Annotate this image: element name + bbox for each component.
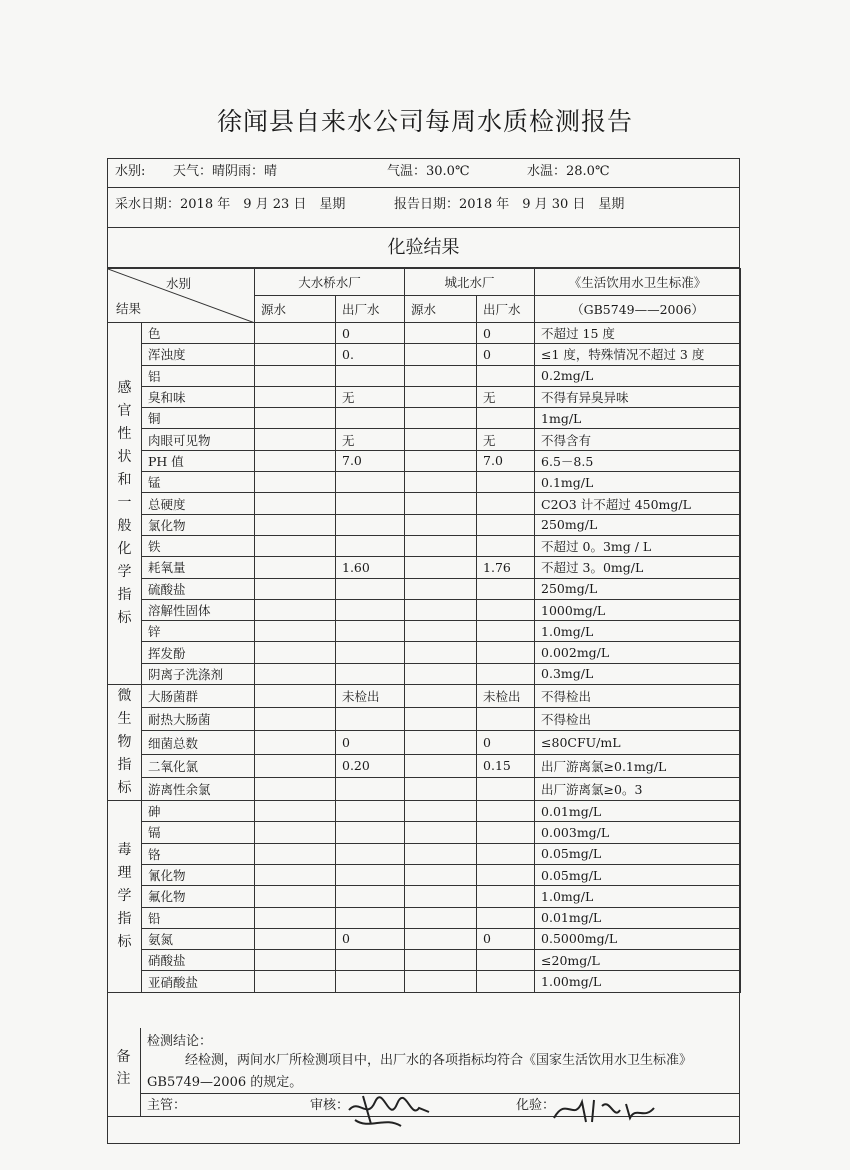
standard-value: 6.5－8.5 — [535, 450, 741, 471]
notes-label: 备 注 — [107, 1028, 141, 1116]
plant1-outlet-value — [336, 708, 405, 731]
table-row — [108, 731, 741, 754]
plant2-source-value — [405, 928, 477, 949]
plant2-outlet-value: 0 — [477, 323, 535, 344]
plant2-outlet-value — [477, 864, 535, 885]
item-name: 细菌总数 — [142, 731, 255, 754]
item-name: 氨氮 — [142, 928, 255, 949]
category-label: 毒 理 学 指 标 — [108, 801, 142, 993]
item-name: 总硬度 — [142, 493, 255, 514]
plant1-source-value — [255, 822, 336, 843]
plant1-outlet-value: 0 — [336, 928, 405, 949]
plant2-source-value — [405, 950, 477, 971]
plant1-outlet-value — [336, 777, 405, 800]
standard-value: 不超过 15 度 — [535, 323, 741, 344]
item-name: 氟化物 — [142, 886, 255, 907]
plant1-source-value — [255, 493, 336, 514]
plant1-source-value — [255, 950, 336, 971]
plant2-source-value — [405, 323, 477, 344]
results-table — [107, 268, 741, 993]
item-name: 铅 — [142, 907, 255, 928]
plant1-source-value — [255, 535, 336, 556]
table-row — [108, 928, 741, 949]
plant1-source-value — [255, 621, 336, 642]
plant1-source-value — [255, 323, 336, 344]
plant1-source-value — [255, 408, 336, 429]
item-name: 氯化物 — [142, 514, 255, 535]
plant2-outlet-value: 0 — [477, 344, 535, 365]
plant2-source-value — [405, 599, 477, 620]
plant2-outlet-value — [477, 843, 535, 864]
plant1-outlet-value: 0. — [336, 344, 405, 365]
plant2-outlet-value — [477, 365, 535, 386]
info-row-dates — [107, 188, 740, 228]
table-row — [108, 472, 741, 493]
standard-value: 0.003mg/L — [535, 822, 741, 843]
table-row — [108, 450, 741, 471]
plant2-source-value — [405, 557, 477, 578]
table-row — [108, 708, 741, 731]
table-row — [108, 777, 741, 800]
plant2-outlet-value — [477, 621, 535, 642]
plant2-source-value — [405, 822, 477, 843]
plant2-source-value — [405, 450, 477, 471]
item-name: 臭和味 — [142, 386, 255, 407]
section-title: 化验结果 — [107, 228, 740, 268]
item-name: 肉眼可见物 — [142, 429, 255, 450]
plant1-outlet-value — [336, 950, 405, 971]
plant2-outlet-value — [477, 886, 535, 907]
standard-value: 1.0mg/L — [535, 621, 741, 642]
conclusion-body: 经检测，两间水厂所检测项目中，出厂水的各项指标均符合《国家生活饮用水卫生标准》GB5749—2006 的规定。 — [147, 1053, 693, 1090]
table-row — [108, 822, 741, 843]
item-name: 溶解性固体 — [142, 599, 255, 620]
plant1-source-value — [255, 386, 336, 407]
item-name: 镉 — [142, 822, 255, 843]
table-row — [108, 642, 741, 663]
item-name: 铜 — [142, 408, 255, 429]
plant2-source-value — [405, 472, 477, 493]
plant1-outlet-value: 无 — [336, 429, 405, 450]
table-row — [108, 950, 741, 971]
plant2-source-value — [405, 408, 477, 429]
table-row — [108, 864, 741, 885]
plant2-source-value — [405, 621, 477, 642]
corner-header — [108, 269, 255, 323]
plant1-outlet-value: 7.0 — [336, 450, 405, 471]
plant2-source-header: 源水 — [405, 296, 477, 323]
plant1-source-value — [255, 663, 336, 684]
plant2-outlet-value: 0 — [477, 731, 535, 754]
plant2-source-value — [405, 429, 477, 450]
plant1-outlet-value — [336, 599, 405, 620]
plant1-source-value — [255, 578, 336, 599]
plant2-source-value — [405, 754, 477, 777]
table-row — [108, 801, 741, 822]
item-name: PH 值 — [142, 450, 255, 471]
plant1-outlet-header: 出厂水 — [336, 296, 405, 323]
standard-value: 0.01mg/L — [535, 907, 741, 928]
plant1-outlet-value — [336, 365, 405, 386]
plant2-source-value — [405, 642, 477, 663]
air-temp-field: 气温：30.0℃ — [387, 164, 470, 179]
table-row — [108, 429, 741, 450]
standard-value: 出厂游离氯≥0.1mg/L — [535, 754, 741, 777]
item-name: 砷 — [142, 801, 255, 822]
standard-value: ≤20mg/L — [535, 950, 741, 971]
plant1-source-value — [255, 801, 336, 822]
plant2-source-value — [405, 907, 477, 928]
plant2-source-value — [405, 493, 477, 514]
plant2-outlet-header: 出厂水 — [477, 296, 535, 323]
standard-value: 1.00mg/L — [535, 971, 741, 992]
standard-value: 不超过 0。3mg / L — [535, 535, 741, 556]
item-name: 氰化物 — [142, 864, 255, 885]
plant1-outlet-value — [336, 578, 405, 599]
plant1-outlet-value: 无 — [336, 386, 405, 407]
plant1-source-value — [255, 731, 336, 754]
plant1-outlet-value — [336, 864, 405, 885]
plant1-outlet-value — [336, 535, 405, 556]
plant2-outlet-value — [477, 493, 535, 514]
plant1-source-value — [255, 450, 336, 471]
standard-value: 1000mg/L — [535, 599, 741, 620]
water-type-label: 水别: — [115, 164, 146, 179]
table-row — [108, 514, 741, 535]
plant1-outlet-value: 1.60 — [336, 557, 405, 578]
header-row-plants — [108, 269, 741, 296]
standard-value: 0.01mg/L — [535, 801, 741, 822]
plant2-source-value — [405, 578, 477, 599]
reviewer-label: 审核： — [310, 1098, 350, 1113]
table-row — [108, 408, 741, 429]
standard-value: 0.1mg/L — [535, 472, 741, 493]
item-name: 二氧化氯 — [142, 754, 255, 777]
item-name: 铝 — [142, 365, 255, 386]
plant1-outlet-value — [336, 843, 405, 864]
plant2-outlet-value — [477, 708, 535, 731]
report-date-field: 报告日期：2018 年 9 月 30 日 星期 — [394, 197, 625, 212]
plant2-outlet-value — [477, 578, 535, 599]
standard-value: 不得检出 — [535, 708, 741, 731]
plant1-source-value — [255, 685, 336, 708]
plant1-source-value — [255, 599, 336, 620]
item-name: 浑浊度 — [142, 344, 255, 365]
plant2-outlet-value — [477, 777, 535, 800]
plant2-outlet-value — [477, 950, 535, 971]
plant2-source-value — [405, 886, 477, 907]
table-row — [108, 535, 741, 556]
plant2-outlet-value: 无 — [477, 429, 535, 450]
plant2-outlet-value: 无 — [477, 386, 535, 407]
supervisor-label: 主管： — [147, 1098, 187, 1113]
table-row — [108, 344, 741, 365]
plant1-source-value — [255, 642, 336, 663]
table-row — [108, 493, 741, 514]
category-label: 微 生 物 指 标 — [108, 685, 142, 801]
standard-value: 0.05mg/L — [535, 843, 741, 864]
plant1-outlet-value — [336, 801, 405, 822]
plant1-outlet-value — [336, 907, 405, 928]
standard-value: 250mg/L — [535, 514, 741, 535]
plant2-outlet-value — [477, 971, 535, 992]
plant1-source-value — [255, 843, 336, 864]
plant1-source-value — [255, 907, 336, 928]
plant2-source-value — [405, 663, 477, 684]
plant1-source-value — [255, 777, 336, 800]
plant2-source-value — [405, 685, 477, 708]
plant1-outlet-value — [336, 621, 405, 642]
plant2-source-value — [405, 708, 477, 731]
plant1-source-value — [255, 971, 336, 992]
plant2-outlet-value: 1.76 — [477, 557, 535, 578]
standard-value: 不得检出 — [535, 685, 741, 708]
info-row-weather — [107, 158, 740, 188]
standard-value: ≤80CFU/mL — [535, 731, 741, 754]
standard-value: 0.05mg/L — [535, 864, 741, 885]
item-name: 游离性余氯 — [142, 777, 255, 800]
plant2-source-value — [405, 843, 477, 864]
plant2-outlet-value — [477, 599, 535, 620]
plant1-source-value — [255, 429, 336, 450]
table-row — [108, 599, 741, 620]
standard-value: 不超过 3。0mg/L — [535, 557, 741, 578]
category-label: 感 官 性 状 和 一 般 化 学 指 标 — [108, 323, 142, 685]
plant2-outlet-value — [477, 408, 535, 429]
plant2-source-value — [405, 731, 477, 754]
tester-signature — [550, 1092, 660, 1132]
plant2-outlet-value: 0 — [477, 928, 535, 949]
table-row — [108, 365, 741, 386]
plant2-outlet-value: 7.0 — [477, 450, 535, 471]
item-name: 耐热大肠菌 — [142, 708, 255, 731]
table-row — [108, 971, 741, 992]
table-row — [108, 386, 741, 407]
weather-field: 天气：晴阴雨：晴 — [173, 164, 278, 179]
item-name: 挥发酚 — [142, 642, 255, 663]
plant2-outlet-value — [477, 535, 535, 556]
corner-bottom-label: 结果 — [116, 301, 142, 316]
plant1-outlet-value — [336, 642, 405, 663]
item-name: 铁 — [142, 535, 255, 556]
item-name: 锰 — [142, 472, 255, 493]
table-row — [108, 323, 741, 344]
standard-value: 不得含有 — [535, 429, 741, 450]
plant2-source-value — [405, 365, 477, 386]
standard-header-line1: 《生活饮用水卫生标准》 — [535, 269, 741, 296]
item-name: 硫酸盐 — [142, 578, 255, 599]
plant2-header: 城北水厂 — [405, 269, 535, 296]
table-row — [108, 843, 741, 864]
plant1-source-value — [255, 557, 336, 578]
table-row — [108, 886, 741, 907]
plant1-outlet-value — [336, 514, 405, 535]
plant2-source-value — [405, 386, 477, 407]
tester-label: 化验： — [516, 1098, 556, 1113]
standard-value: 0.5000mg/L — [535, 928, 741, 949]
item-name: 阴离子洗涤剂 — [142, 663, 255, 684]
plant1-source-value — [255, 365, 336, 386]
report-title: 徐闻县自来水公司每周水质检测报告 — [216, 107, 633, 136]
plant1-outlet-value — [336, 472, 405, 493]
plant2-outlet-value — [477, 642, 535, 663]
conclusion-heading: 检测结论： — [147, 1034, 213, 1049]
standard-value: 0.002mg/L — [535, 642, 741, 663]
plant1-source-value — [255, 754, 336, 777]
water-temp-field: 水温：28.0℃ — [527, 164, 610, 179]
plant1-source-value — [255, 344, 336, 365]
item-name: 色 — [142, 323, 255, 344]
plant1-source-value — [255, 472, 336, 493]
plant2-outlet-value — [477, 514, 535, 535]
standard-value: 出厂游离氯≥0。3 — [535, 777, 741, 800]
plant1-outlet-value — [336, 822, 405, 843]
plant1-outlet-value — [336, 493, 405, 514]
plant1-header: 大水桥水厂 — [255, 269, 405, 296]
standard-value: 250mg/L — [535, 578, 741, 599]
plant1-outlet-value — [336, 971, 405, 992]
item-name: 硝酸盐 — [142, 950, 255, 971]
plant2-outlet-value — [477, 801, 535, 822]
table-row — [108, 754, 741, 777]
table-row — [108, 907, 741, 928]
plant2-outlet-value: 0.15 — [477, 754, 535, 777]
standard-value: 1.0mg/L — [535, 886, 741, 907]
plant2-outlet-value — [477, 663, 535, 684]
plant1-outlet-value — [336, 408, 405, 429]
plant1-outlet-value: 0.20 — [336, 754, 405, 777]
standard-value: 0.3mg/L — [535, 663, 741, 684]
plant1-outlet-value: 0 — [336, 731, 405, 754]
plant1-outlet-value — [336, 663, 405, 684]
plant1-outlet-value: 未检出 — [336, 685, 405, 708]
standard-value: 1mg/L — [535, 408, 741, 429]
plant2-source-value — [405, 514, 477, 535]
plant2-outlet-value: 未检出 — [477, 685, 535, 708]
plant1-outlet-value — [336, 886, 405, 907]
standard-value: C2O3 计不超过 450mg/L — [535, 493, 741, 514]
item-name: 大肠菌群 — [142, 685, 255, 708]
plant2-source-value — [405, 801, 477, 822]
plant1-source-value — [255, 864, 336, 885]
item-name: 亚硝酸盐 — [142, 971, 255, 992]
plant2-source-value — [405, 864, 477, 885]
sample-date-field: 采水日期：2018 年 9 月 23 日 星期 — [115, 197, 346, 212]
plant2-outlet-value — [477, 907, 535, 928]
item-name: 耗氧量 — [142, 557, 255, 578]
table-row — [108, 578, 741, 599]
item-name: 铬 — [142, 843, 255, 864]
table-row — [108, 557, 741, 578]
plant2-source-value — [405, 971, 477, 992]
plant1-source-value — [255, 886, 336, 907]
standard-value: ≤1 度，特殊情况不超过 3 度 — [535, 344, 741, 365]
standard-value: 不得有异臭异味 — [535, 386, 741, 407]
item-name: 锌 — [142, 621, 255, 642]
table-row — [108, 621, 741, 642]
plant2-outlet-value — [477, 822, 535, 843]
plant1-source-value — [255, 514, 336, 535]
standard-header-line2: （GB5749——2006） — [535, 296, 741, 323]
corner-top-label: 水别 — [166, 276, 192, 291]
plant2-source-value — [405, 777, 477, 800]
table-row — [108, 685, 741, 708]
plant1-source-value — [255, 928, 336, 949]
plant2-source-value — [405, 344, 477, 365]
plant1-outlet-value: 0 — [336, 323, 405, 344]
table-row — [108, 663, 741, 684]
plant2-outlet-value — [477, 472, 535, 493]
plant1-source-header: 源水 — [255, 296, 336, 323]
plant1-source-value — [255, 708, 336, 731]
reviewer-signature — [345, 1090, 435, 1135]
standard-value: 0.2mg/L — [535, 365, 741, 386]
plant2-source-value — [405, 535, 477, 556]
